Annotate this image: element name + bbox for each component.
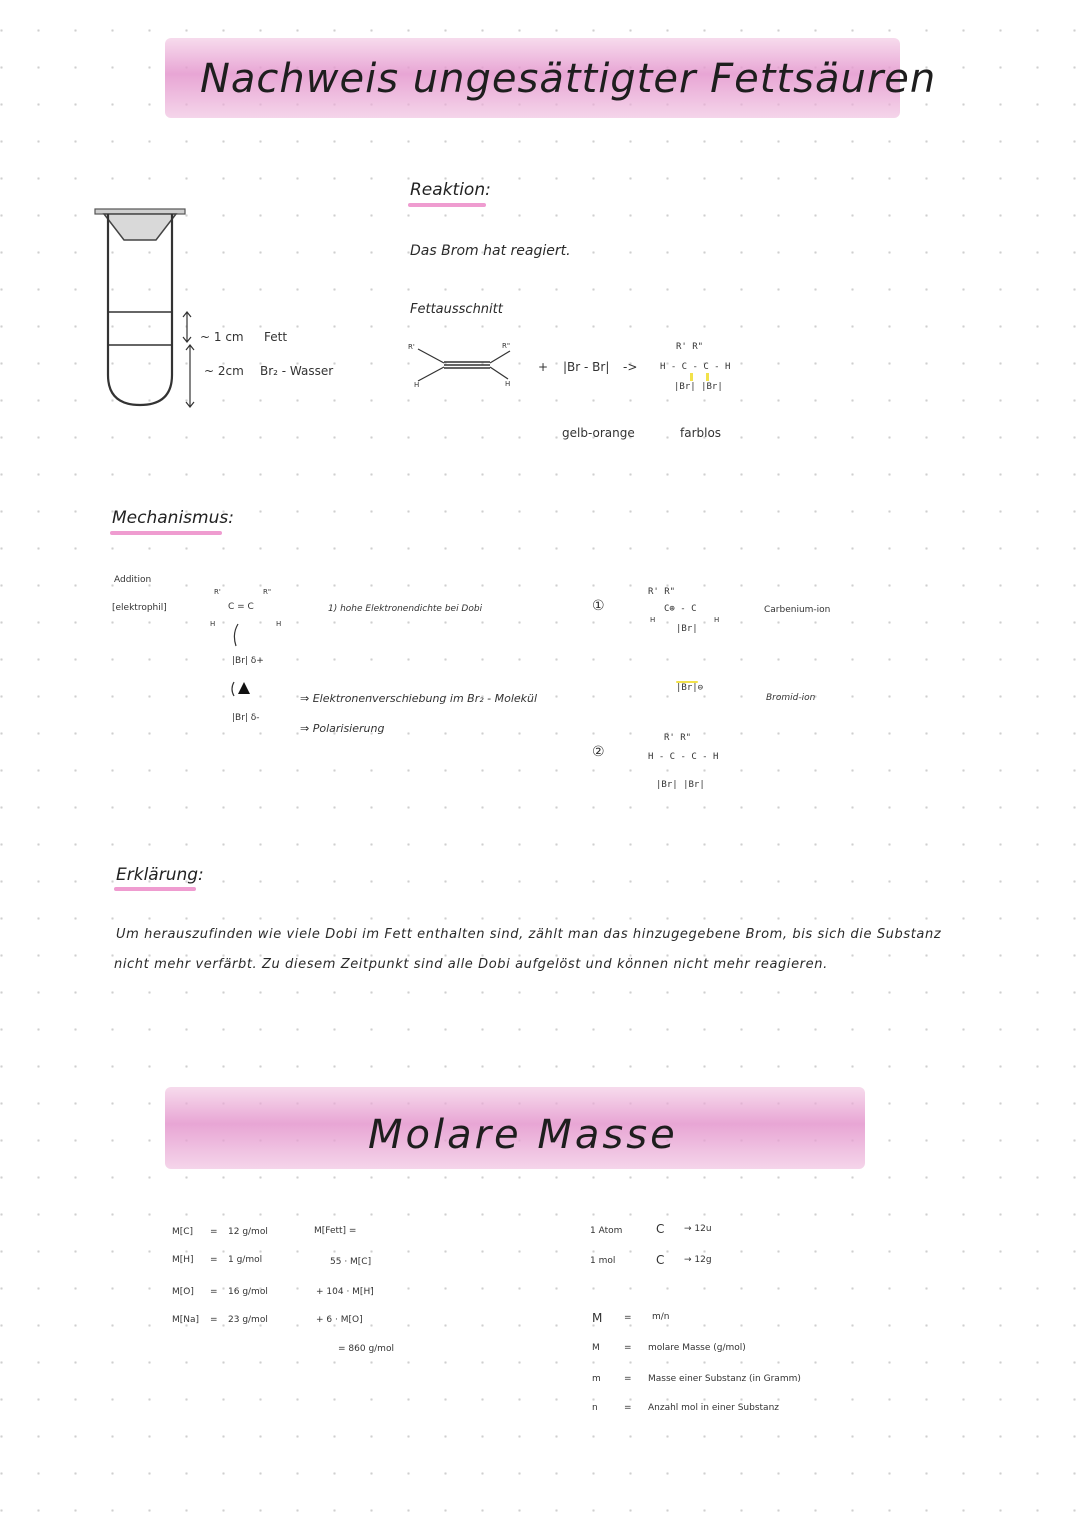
definition-symbol: n	[592, 1403, 598, 1413]
molar-row-value: 12 g/mol	[228, 1227, 268, 1237]
reaction-arrow: ->	[623, 360, 638, 374]
carbenium-top: R' R"	[648, 587, 676, 597]
definition-eq: =	[624, 1374, 632, 1384]
bromine-molecule: |Br - Br|	[563, 360, 610, 374]
definition-symbol: m	[592, 1374, 601, 1384]
formula-lhs: M	[592, 1311, 603, 1325]
atom-line-2b: C	[656, 1253, 665, 1267]
reaktion-heading: Reaktion:	[410, 180, 491, 200]
definition-text: Masse einer Substanz (in Gramm)	[648, 1374, 801, 1384]
tube-wasser-value: ~ 2cm	[204, 364, 244, 378]
molar-row-eq: =	[210, 1315, 218, 1325]
molar-row-label: M[Na]	[172, 1315, 200, 1325]
reaktion-line-1: Das Brom hat reagiert.	[410, 243, 571, 259]
molar-row-value: 16 g/mol	[228, 1287, 268, 1297]
product-top: R' R"	[676, 342, 704, 352]
definition-eq: =	[624, 1343, 632, 1353]
test-tube-illustration	[90, 200, 350, 420]
color-label-right: farblos	[680, 426, 722, 440]
alkene-r2: R"	[502, 342, 511, 350]
formula-eq: =	[624, 1313, 632, 1323]
fett-result: = 860 g/mol	[338, 1344, 394, 1354]
atom-line-1a: 1 Atom	[590, 1226, 623, 1236]
circle-number-1: ①	[592, 598, 605, 614]
mech-step1: 1) hohe Elektronendichte bei Dobi	[328, 604, 483, 614]
alkene-h1: H	[414, 381, 420, 389]
molar-row-value: 23 g/mol	[228, 1315, 268, 1325]
atom-line-1b: C	[656, 1222, 665, 1236]
bromid-formula: |Br|⊖	[676, 683, 704, 693]
definition-text: molare Masse (g/mol)	[648, 1343, 746, 1353]
atom-line-1c: → 12u	[684, 1224, 712, 1234]
fett-label: M[Fett] =	[314, 1226, 357, 1236]
erklaerung-underline	[114, 887, 196, 891]
circle-number-2: ②	[592, 744, 605, 760]
mech-r1: R'	[214, 588, 221, 596]
alkene-structure	[400, 335, 530, 395]
atom-line-2c: → 12g	[684, 1255, 712, 1265]
carbenium-br: |Br|	[676, 624, 698, 634]
section-title-molare-masse: Molare Masse	[368, 1112, 678, 1158]
atom-line-2a: 1 mol	[590, 1256, 616, 1266]
molar-row-label: M[C]	[172, 1227, 194, 1237]
mechanismus-heading: Mechanismus:	[112, 508, 234, 528]
carbenium-label: Carbenium-ion	[764, 605, 831, 615]
fett-term-1: 55 · M[C]	[330, 1257, 372, 1267]
alkene-h2: H	[505, 380, 511, 388]
definition-text: Anzahl mol in einer Substanz	[648, 1403, 779, 1413]
definition-eq: =	[624, 1403, 632, 1413]
carbenium-mid: C⊕ - C	[664, 604, 697, 614]
carbenium-h2: H	[714, 616, 720, 624]
tube-fett-value: ~ 1 cm	[200, 330, 244, 344]
molar-row-eq: =	[210, 1227, 218, 1237]
fett-term-2: + 104 · M[H]	[316, 1287, 374, 1297]
final-bottom: |Br| |Br|	[656, 780, 705, 790]
elektrophil-label: [elektrophil]	[112, 603, 167, 613]
product-mid: H - C - C - H	[660, 362, 731, 372]
molar-row-eq: =	[210, 1287, 218, 1297]
yellow-mark-1	[690, 373, 693, 381]
reaction-plus: +	[538, 360, 549, 374]
reaktion-line-2: Fettausschnitt	[410, 302, 503, 317]
bromidion-label: Bromid-ion	[766, 693, 816, 703]
color-label-left: gelb-orange	[562, 426, 635, 440]
mech-r2: R"	[263, 588, 272, 596]
alkene-r1: R'	[408, 343, 415, 351]
formula-rhs: m/n	[652, 1312, 670, 1322]
molar-row-label: M[O]	[172, 1287, 194, 1297]
mechanismus-underline	[110, 531, 222, 535]
mech-h1: H	[210, 620, 216, 628]
tube-fett-label: Fett	[264, 330, 288, 344]
yellow-mark-2	[706, 373, 709, 381]
fett-term-3: + 6 · M[O]	[316, 1315, 363, 1325]
electron-curve-arrow	[228, 622, 248, 650]
bromid-underline	[676, 681, 698, 683]
erklaerung-heading: Erklärung:	[116, 865, 204, 885]
page-title: Nachweis ungesättigter Fettsäuren	[200, 56, 937, 102]
product-bottom: |Br| |Br|	[674, 382, 723, 392]
bond-arrow	[228, 680, 258, 698]
carbenium-h1: H	[650, 616, 656, 624]
mech-step-arrow-1: ⇒ Elektronenverschiebung im Br₂ - Molekül	[300, 692, 538, 705]
mech-br-minus: |Br| δ-	[232, 713, 260, 723]
mech-br-plus: |Br| δ+	[232, 656, 264, 666]
reaktion-underline	[408, 203, 486, 207]
mech-cc: C = C	[228, 602, 254, 612]
definition-symbol: M	[592, 1343, 600, 1353]
tube-wasser-label: Br₂ - Wasser	[260, 364, 334, 378]
molar-row-label: M[H]	[172, 1255, 194, 1265]
final-mid: H - C - C - H	[648, 752, 719, 762]
addition-label: Addition	[114, 575, 152, 585]
erklaerung-line-2: nicht mehr verfärbt. Zu diesem Zeitpunkt sind alle Dobi aufgelöst und können nicht mehr reagieren.	[114, 957, 828, 972]
final-top: R' R"	[664, 733, 692, 743]
molar-row-eq: =	[210, 1255, 218, 1265]
mech-step-arrow-2: ⇒ Polarisierung	[300, 722, 385, 735]
molar-row-value: 1 g/mol	[228, 1255, 263, 1265]
mech-h2: H	[276, 620, 282, 628]
erklaerung-line-1: Um herauszufinden wie viele Dobi im Fett enthalten sind, zählt man das hinzugegebene Brom, bis sich die Substanz	[116, 927, 942, 942]
